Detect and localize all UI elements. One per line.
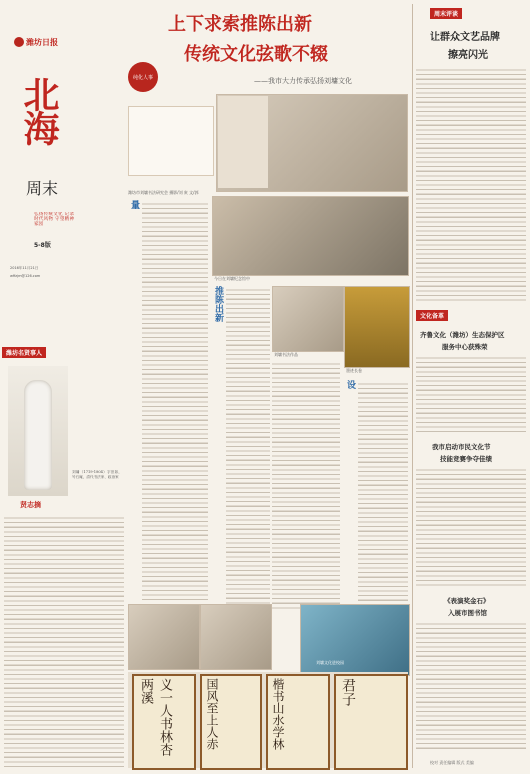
calligraphy-text-1: 义一人书林杏两溪 <box>138 678 172 756</box>
photo-scroll <box>272 286 344 352</box>
portrait-figure <box>24 380 52 490</box>
weekly-label: 周末 <box>26 179 59 198</box>
news-title-4: 服务中心获殊荣 <box>442 343 488 351</box>
news-title-3: 齐鲁文化（潍坊）生态保护区 <box>420 331 505 339</box>
col1-text <box>142 200 208 600</box>
photo-scroll-caption: 刘墉书法作品 <box>274 352 298 357</box>
calligraphy-text-3: 楷书山水学林 <box>271 678 285 750</box>
col2-title: 推陈出新 <box>213 286 223 322</box>
photo-school-caption: 刘墉文化进校园 <box>316 660 344 665</box>
calligraphy-scroll-2 <box>200 674 262 770</box>
masthead <box>4 4 82 334</box>
portrait-caption: 刘墉（1719-1804）字崇如，号石庵，清代书法家、政治家 <box>72 470 122 480</box>
feature-badge: 纯化人事 <box>128 62 158 92</box>
slogan: 弘扬传统文化 记录时代风物 守望精神家园 <box>34 212 74 228</box>
calligraphy-text-2: 国风至上人赤 <box>205 678 219 750</box>
col3-text-a <box>272 360 340 610</box>
col1-title: 量 <box>129 200 139 209</box>
headline-secondary: 传统文化弦歌不辍 <box>184 44 328 65</box>
photo-main-caption: 潍坊市刘墉书法研究会 摄影/刘 寅 文/郭 <box>128 190 199 195</box>
news-text-1 <box>416 354 526 434</box>
news-title-8: 入展市图书馆 <box>448 609 487 617</box>
photo-scroll-gold-caption: 墨迹长卷 <box>346 368 362 373</box>
subheadline: ——我市大力传承弘扬刘墉文化 <box>254 77 352 85</box>
review-text <box>416 66 526 304</box>
col3-text-b <box>358 380 408 610</box>
edition: 5-8版 <box>34 242 51 249</box>
photo-visitors-caption: 今日在刘墉纪念馆中 <box>214 276 250 281</box>
news-title-7: 《表演奖金石》 <box>444 597 490 605</box>
calligraphy-scroll-4 <box>334 674 408 770</box>
paper-logo <box>14 37 24 47</box>
photo-exhibit-case <box>200 604 272 670</box>
paper-name: 潍坊日报 <box>26 38 58 47</box>
left-article-text <box>4 514 124 769</box>
profile-label: 潍坊名贤事人 <box>2 347 46 358</box>
section-culture: 文化备革 <box>416 310 448 321</box>
footer-credits: 校对 责任编辑 版式 美编 <box>430 760 474 765</box>
calligraphy-scroll-3 <box>266 674 330 770</box>
intro-box <box>128 106 214 176</box>
calligraphy-text-4: 君子 <box>340 678 356 706</box>
review-title-2: 擦亮闪光 <box>448 50 488 61</box>
calligraphy-strip <box>128 672 408 768</box>
author-title: 贤志摘 <box>20 501 41 509</box>
review-title-1: 让群众文艺品牌 <box>430 32 500 43</box>
col3-title: 设 <box>345 380 355 389</box>
news-title-6: 技能竞赛争夺佳绩 <box>440 455 492 463</box>
section-name: 北海 <box>18 76 60 144</box>
news-text-2 <box>416 466 526 586</box>
photo-scroll-gold <box>344 286 410 368</box>
news-title-5: 我市启动市民文化节 <box>432 443 491 451</box>
photo-corridor <box>128 604 200 670</box>
email: wffzjm@126.com <box>10 274 41 278</box>
date-line: 2016年11月21日 <box>10 266 39 270</box>
hall-wall <box>218 96 268 188</box>
column-label: 周末评谈 <box>430 8 462 19</box>
news-text-3 <box>416 620 526 750</box>
calligraphy-scroll-1 <box>132 674 196 770</box>
headline-primary: 上下求索推陈出新 <box>168 14 312 35</box>
col2-text <box>226 286 270 616</box>
photo-visitors <box>212 196 409 276</box>
right-divider <box>412 4 413 768</box>
